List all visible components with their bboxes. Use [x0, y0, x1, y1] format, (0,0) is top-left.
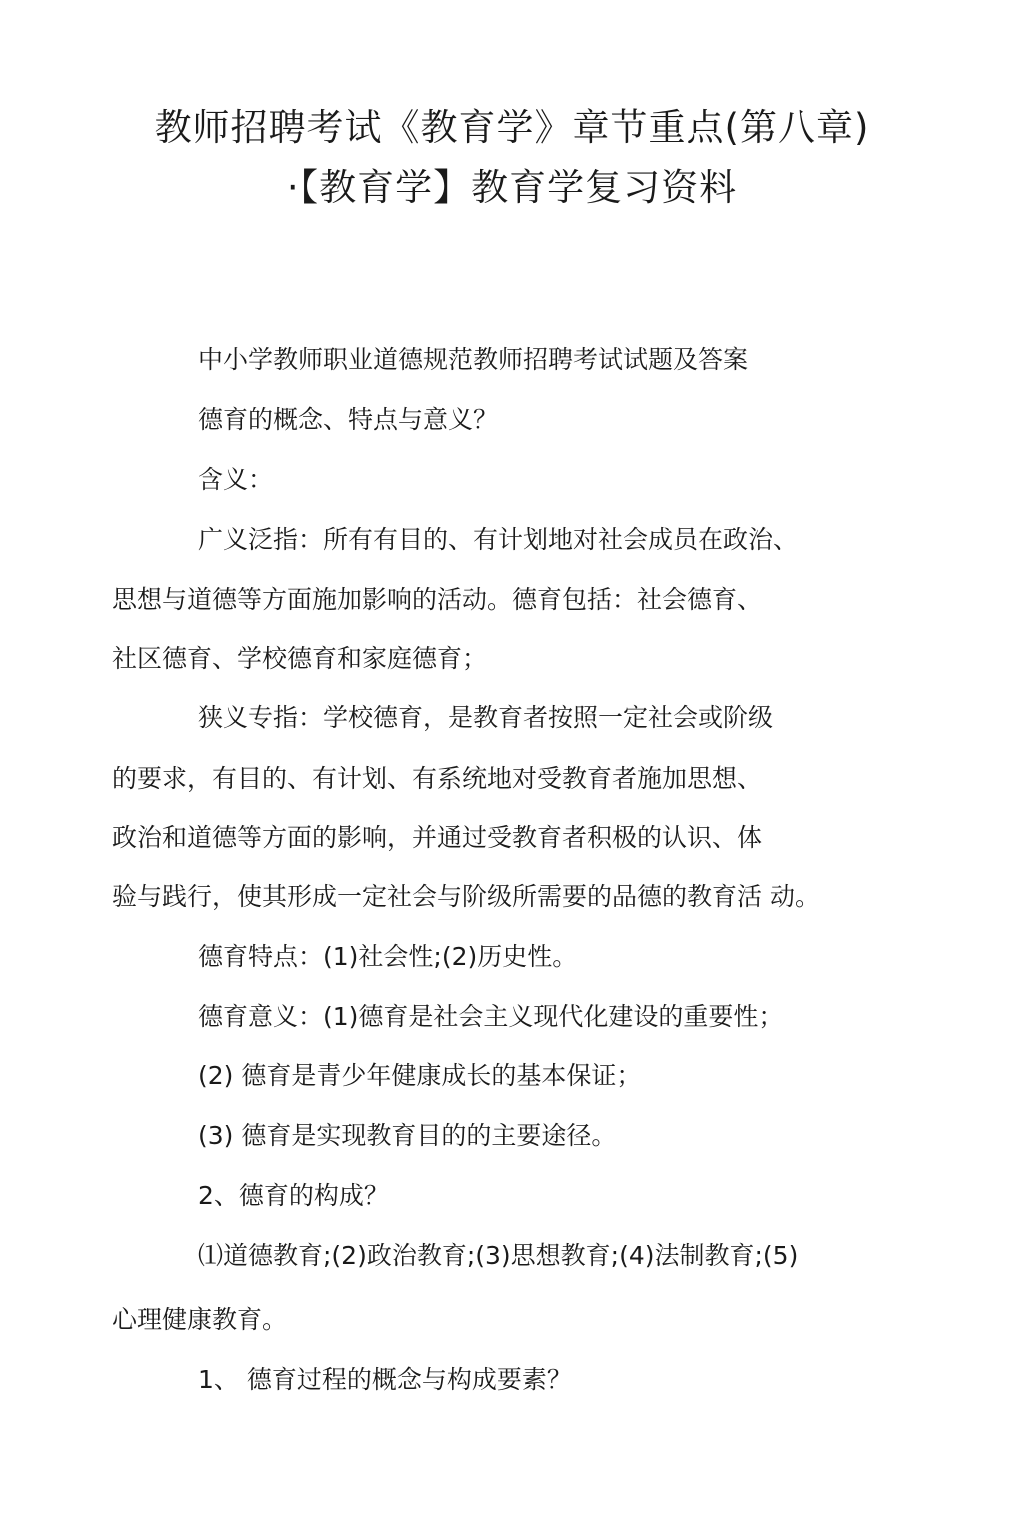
- body-line-6: 社区德育、学校德育和家庭德育；: [112, 644, 488, 673]
- body-line-13: (2) 德育是青少年健康成长的基本保证；: [198, 1061, 642, 1090]
- body-line-16: ⑴道德教育;(2)政治教育;(3)思想教育;(4)法制教育;(5): [198, 1241, 799, 1270]
- body-line-4: 广义泛指：所有有目的、有计划地对社会成员在政治、: [198, 525, 799, 554]
- body-line-5: 思想与道德等方面施加影响的活动。德育包括：社会德育、: [112, 585, 763, 614]
- document-title-line-1: 教师招聘考试《教育学》章节重点(第八章): [154, 106, 870, 149]
- body-line-8: 的要求，有目的、有计划、有系统地对受教育者施加思想、: [112, 764, 763, 793]
- document-title-line-2: ·【教育学】教育学复习资料: [286, 166, 738, 209]
- body-line-1: 中小学教师职业道德规范教师招聘考试试题及答案: [198, 345, 749, 374]
- body-line-3: 含义：: [198, 465, 274, 494]
- body-line-11: 德育特点：(1)社会性;(2)历史性。: [198, 942, 578, 971]
- body-line-2: 德育的概念、特点与意义？: [198, 405, 499, 434]
- body-line-17: 心理健康教育。: [112, 1305, 288, 1334]
- body-line-18: 1、 德育过程的概念与构成要素？: [198, 1365, 572, 1394]
- body-line-10: 验与践行，使其形成一定社会与阶级所需要的品德的教育活 动。: [112, 882, 820, 911]
- body-line-12: 德育意义：(1)德育是社会主义现代化建设的重要性；: [198, 1002, 784, 1031]
- body-line-14: (3) 德育是实现教育目的的主要途径。: [198, 1121, 617, 1150]
- body-line-9: 政治和道德等方面的影响，并通过受教育者积极的认识、体: [112, 823, 763, 852]
- body-line-7: 狭义专指：学校德育，是教育者按照一定社会或阶级: [198, 703, 774, 732]
- body-line-15: 2、德育的构成？: [198, 1181, 389, 1210]
